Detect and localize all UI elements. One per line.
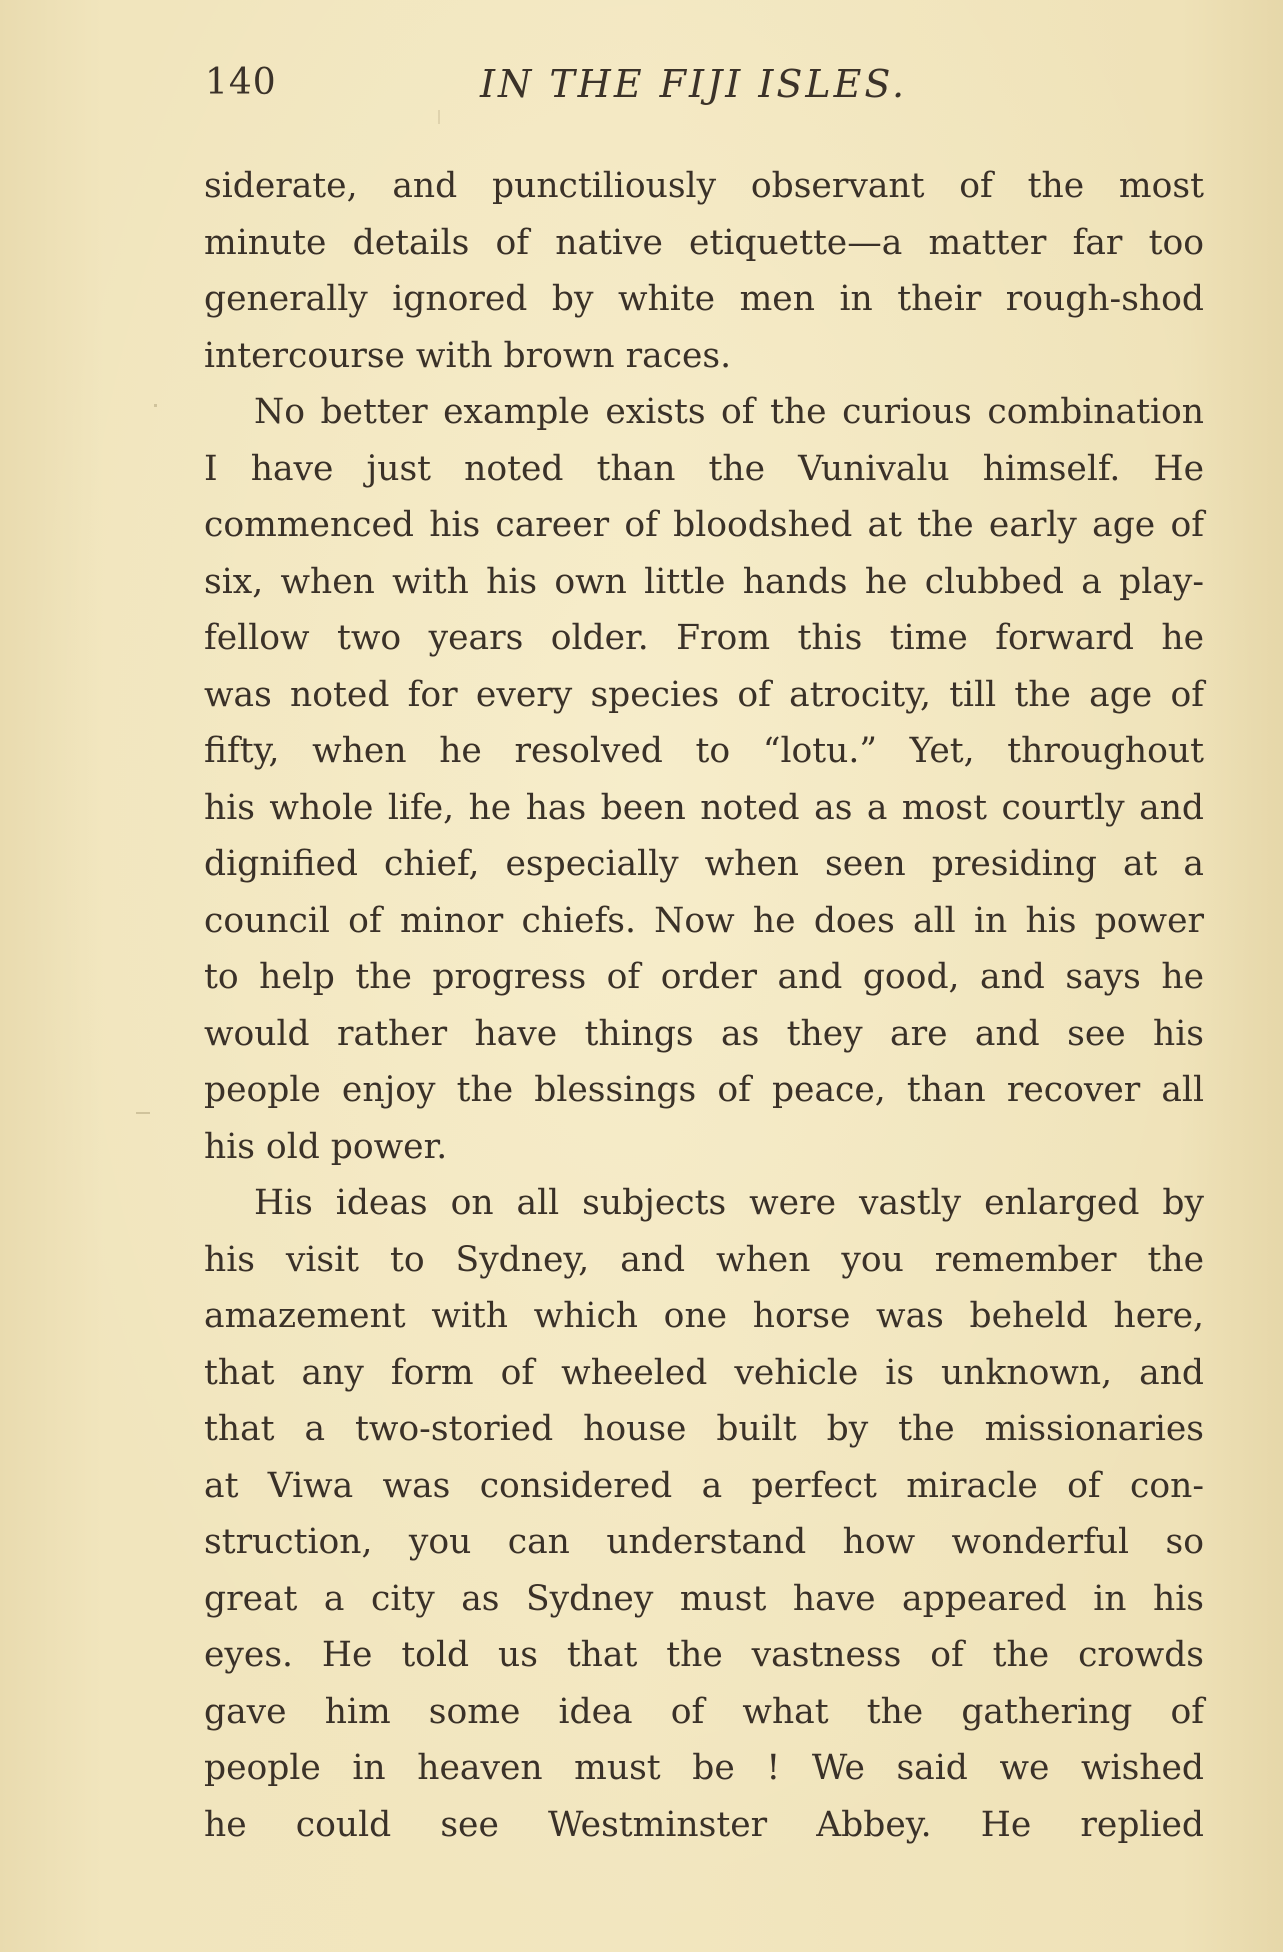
text-line: council of minor chiefs. Now he does all in his power — [204, 900, 1204, 941]
text-line: struction, you can understand how wonderful so — [204, 1522, 1204, 1562]
text-line: eyes. He told us that the vastness of the crowds — [204, 1635, 1204, 1675]
text-line: amazement with which one horse was beheld here, — [204, 1296, 1204, 1336]
text-line: his visit to Sydney, and when you remember the — [204, 1239, 1204, 1280]
text-line: great a city as Sydney must have appeared in his — [204, 1578, 1204, 1619]
text-line: gave him some idea of what the gathering of — [204, 1691, 1204, 1732]
text-line: commenced his career of bloodshed at the early age of — [204, 505, 1204, 545]
text-line: six, when with his own little hands he clubbed a play- — [204, 561, 1204, 602]
text-line: he could see Westminster Abbey. He replied — [204, 1804, 1204, 1845]
text-line: that a two-storied house built by the missionaries — [204, 1409, 1204, 1449]
text-line: that any form of wheeled vehicle is unknown, and — [204, 1352, 1204, 1393]
text-line: dignified chief, especially when seen presiding at a — [204, 844, 1204, 884]
paper-speck — [154, 404, 157, 407]
text-line: intercourse with brown races. — [204, 335, 732, 376]
text-line: would rather have things as they are and see his — [204, 1013, 1204, 1054]
text-line: fifty, when he resolved to “lotu.” Yet, throughout — [204, 731, 1204, 771]
running-title: IN THE FIJI ISLES. — [480, 62, 908, 106]
page-header — [0, 62, 1283, 112]
text-line: was noted for every species of atrocity, till the age of — [204, 674, 1204, 715]
text-line: people in heaven must be ! We said we wished — [204, 1748, 1204, 1788]
page-number: 140 — [205, 62, 277, 103]
text-line: at Viwa was considered a perfect miracle of con- — [204, 1465, 1204, 1506]
text-line: I have just noted than the Vunivalu himself. He — [204, 448, 1204, 489]
text-line: minute details of native etiquette—a matter far too — [204, 222, 1204, 263]
paper-speck — [438, 110, 440, 124]
text-line: siderate, and punctiliously observant of the most — [204, 166, 1204, 206]
text-line: his old power. — [204, 1126, 448, 1167]
text-line: his whole life, he has been noted as a most courtly and — [204, 787, 1204, 828]
body-text — [204, 158, 1204, 1853]
text-line: No better example exists of the curious combination — [254, 392, 1204, 432]
text-line: His ideas on all subjects were vastly enlarged by — [254, 1183, 1204, 1223]
text-line: people enjoy the blessings of peace, than recover all — [204, 1070, 1204, 1110]
text-line: generally ignored by white men in their rough-shod — [204, 279, 1204, 319]
text-line: fellow two years older. From this time forward he — [204, 618, 1204, 658]
paper-speck — [136, 1112, 150, 1114]
text-line: to help the progress of order and good, and says he — [204, 957, 1204, 997]
